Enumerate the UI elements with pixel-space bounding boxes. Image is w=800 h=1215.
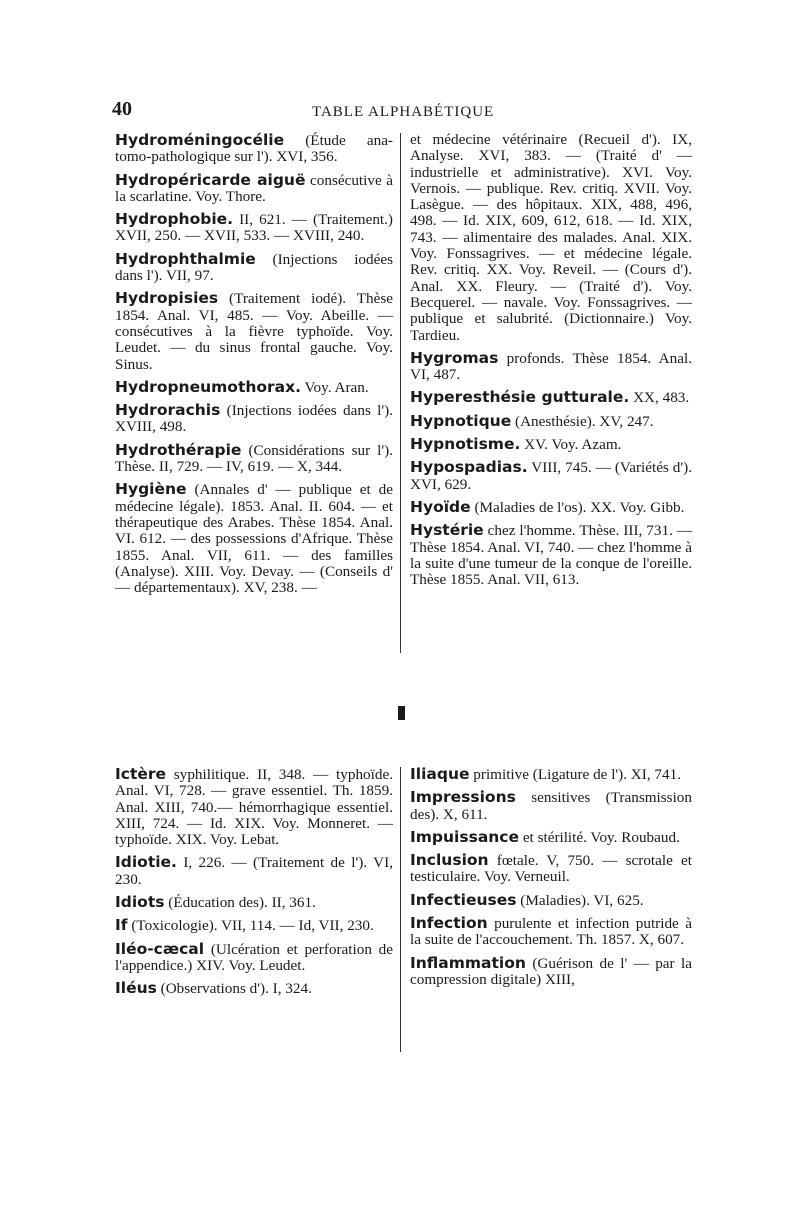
entry-text: (Anesthésie). XV, 247. bbox=[511, 412, 654, 430]
entry-text: et médecine vétérinaire (Recueil d'). IX, Analyse. XVI, 383. — (Traité d' — industrielle et administrative). XVI. Voy. Vernois. — publique. Rev. critiq. XVII. Voy. Lasègue. — des hôpitaux. XIX, 488, 496, 498. — Id. XIX, 609, 612, 618. — Id. XIX, 743. — alimentaire des malades. Anal. XIX. Voy. Fonssagrives. — et médecine légale. Rev. critiq. XX. Voy. Reveil. — (Cours d'). Anal. XX. Fleury. — (Traité d'). Voy. Becquerel. — navale. Voy. Fonssagrives. — publique et salubrité. (Dictionnaire.) Voy. Tardieu. bbox=[410, 131, 692, 344]
entry-text: primitive (Ligature de l'). XI, 741. bbox=[469, 766, 682, 783]
page-header bbox=[112, 98, 692, 124]
entry-headword: Hydrorachis bbox=[115, 401, 221, 420]
column-top-right bbox=[410, 132, 692, 594]
index-entry bbox=[115, 894, 393, 911]
entry-text: profonds. Thèse 1854. Anal. VI, 487. bbox=[410, 349, 692, 384]
index-entry bbox=[410, 955, 692, 989]
index-entry bbox=[410, 892, 692, 909]
index-entry bbox=[115, 402, 393, 436]
index-entry bbox=[410, 789, 692, 823]
entry-headword: Infectieuses bbox=[410, 890, 517, 909]
entry-text: et stérilité. Voy. Roubaud. bbox=[519, 828, 680, 846]
entry-text: purulente et infection putride à la suite de l'accouchement. Th. 1857. X, 607. bbox=[410, 915, 692, 949]
column-divider-top bbox=[400, 133, 401, 653]
index-entry bbox=[115, 766, 393, 848]
entry-headword: Hydropisies bbox=[115, 289, 219, 308]
index-entry bbox=[115, 251, 393, 285]
entry-text: (Traitement iodé). Thèse 1854. Anal. VI, 485. — Voy. Abeille. — consécutives à la fièvre typhoïde. Voy. Leudet. — du sinus frontal gauche. Voy. Sinus. bbox=[115, 290, 393, 373]
index-entry bbox=[410, 852, 692, 886]
running-title: TABLE ALPHABÉTIQUE bbox=[312, 104, 495, 120]
index-entry bbox=[115, 132, 393, 166]
entry-text: II, 621. — (Traitement.) XVII, 250. — XVII, 533. — XVIII, 240. bbox=[115, 211, 393, 245]
entry-text: consécutive à la scarlatine. Voy. Thore. bbox=[115, 171, 393, 205]
index-entry bbox=[115, 290, 393, 372]
index-entry bbox=[410, 499, 692, 516]
column-bottom-right bbox=[410, 766, 692, 994]
index-entry bbox=[410, 915, 692, 949]
entry-headword: Iléo-cæcal bbox=[115, 939, 205, 958]
index-entry bbox=[410, 132, 692, 344]
entry-text: chez l'homme. Thèse. III, 731. — Thèse 1854. Anal. VI, 740. — chez l'homme à la suite d'une tumeur de la conque de l'oreille. Thèse 1855. Anal. VII, 613. bbox=[410, 522, 692, 589]
entry-headword: If bbox=[115, 916, 128, 935]
entry-headword: Idiotie. bbox=[115, 853, 177, 872]
entry-headword: Hydropneumothorax. bbox=[115, 377, 302, 396]
entry-headword: Hystérie bbox=[410, 521, 484, 540]
entry-text: (Étude ana-tomo-pathologique sur l'). XVI, 356. bbox=[115, 132, 393, 166]
section-marker bbox=[398, 706, 405, 720]
entry-headword: Hyperesthésie gutturale. bbox=[410, 388, 630, 407]
index-entry bbox=[115, 379, 393, 396]
entry-text: XX, 483. bbox=[629, 389, 690, 407]
entry-headword: Impressions bbox=[410, 788, 516, 807]
entry-headword: Hydroméningocélie bbox=[115, 131, 285, 149]
index-entry bbox=[115, 980, 393, 997]
entry-headword: Impuissance bbox=[410, 827, 520, 846]
index-entry bbox=[115, 442, 393, 476]
index-entry bbox=[410, 350, 692, 384]
index-entry bbox=[115, 917, 393, 934]
entry-text: VIII, 745. — (Variétés d'). XVI, 629. bbox=[410, 459, 692, 493]
entry-headword: Inclusion bbox=[410, 851, 489, 870]
index-entry bbox=[410, 766, 692, 783]
index-entry bbox=[115, 941, 393, 975]
entry-text: (Maladies de l'os). XX. Voy. Gibb. bbox=[470, 498, 685, 516]
column-divider-bottom bbox=[400, 767, 401, 1052]
entry-text: (Guérison de l' — par la compression digitale) XIII, bbox=[410, 954, 692, 988]
entry-text: Voy. Aran. bbox=[301, 378, 369, 396]
entry-text: XV. Voy. Azam. bbox=[520, 436, 622, 454]
entry-headword: Hydrophthalmie bbox=[115, 249, 256, 268]
index-entry bbox=[115, 211, 393, 245]
index-entry bbox=[410, 459, 692, 493]
entry-text: I, 226. — (Traitement de l'). VI, 230. bbox=[115, 854, 393, 888]
entry-text: (Considérations sur l'). Thèse. II, 729. — IV, 619. — X, 344. bbox=[115, 441, 393, 476]
index-entry bbox=[410, 522, 692, 588]
entry-text: (Observations d'). I, 324. bbox=[156, 980, 312, 998]
entry-headword: Idiots bbox=[115, 893, 165, 912]
entry-text: (Maladies). VI, 625. bbox=[516, 891, 644, 909]
entry-headword: Iléus bbox=[115, 979, 157, 998]
entry-text: (Annales d' — publique et de médecine légale). 1853. Anal. II. 604. — et thérapeutique des Arabes. Thèse 1854. Anal. VI. 612. — des possessions d'Afrique. Thèse 1855. Anal. VII, 611. — des familles (Analyse). XIII. Voy. Devay. — (Conseils d' — départementaux). XV, 238. — bbox=[115, 481, 393, 597]
entry-headword: Ictère bbox=[115, 765, 167, 783]
entry-text: sensitives (Transmission des). X, 611. bbox=[410, 789, 692, 823]
entry-text: (Injections iodées dans l'). VII, 97. bbox=[115, 250, 393, 285]
entry-headword: Hygromas bbox=[410, 348, 499, 367]
entry-headword: Iliaque bbox=[410, 765, 470, 783]
entry-headword: Hyoïde bbox=[410, 497, 471, 516]
entry-headword: Hypospadias. bbox=[410, 458, 528, 477]
entry-text: (Toxicologie). VII, 114. — Id, VII, 230. bbox=[127, 917, 374, 935]
entry-text: (Injections iodées dans l'). XVIII, 498. bbox=[115, 402, 393, 436]
index-entry bbox=[115, 172, 393, 206]
page-number: 40 bbox=[112, 98, 132, 120]
entry-headword: Hygiène bbox=[115, 480, 187, 499]
entry-headword: Hypnotisme. bbox=[410, 435, 521, 454]
entry-text: (Ulcération et perforation de l'appendice.) XIV. Voy. Leudet. bbox=[115, 940, 393, 974]
index-entry bbox=[410, 436, 692, 453]
index-entry bbox=[410, 413, 692, 430]
entry-headword: Hydrophobie. bbox=[115, 210, 234, 229]
column-bottom-left bbox=[115, 766, 393, 1004]
entry-headword: Hydropéricarde aiguë bbox=[115, 170, 306, 189]
column-top-left bbox=[115, 132, 393, 602]
entry-headword: Hydrothérapie bbox=[115, 440, 242, 459]
entry-headword: Hypnotique bbox=[410, 411, 512, 430]
entry-headword: Infection bbox=[410, 914, 488, 933]
index-entry bbox=[115, 854, 393, 888]
entry-text: fœtale. V, 750. — scrotale et testiculaire. Voy. Verneuil. bbox=[410, 852, 692, 886]
entry-text: syphilitique. II, 348. — typhoïde. Anal. VI, 728. — grave essentiel. Th. 1859. Anal. XIII, 740.— hémorrhagique essentiel. XIII, 724. — Id. XIX. Voy. Monneret. — typhoïde. XIX. Voy. Lebat. bbox=[115, 766, 393, 849]
index-entry bbox=[410, 829, 692, 846]
entry-headword: Inflammation bbox=[410, 953, 526, 972]
index-entry bbox=[115, 481, 393, 596]
index-entry bbox=[410, 389, 692, 406]
entry-text: (Éducation des). II, 361. bbox=[164, 894, 316, 912]
